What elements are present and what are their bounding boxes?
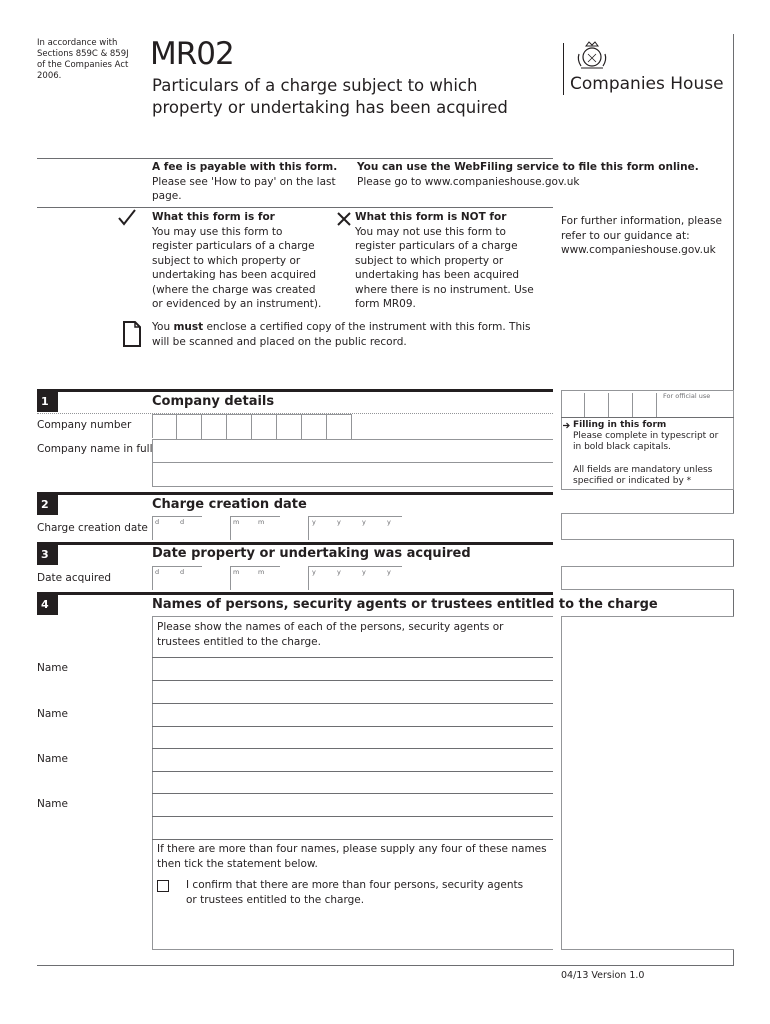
date-hint: d [180,568,185,576]
filling-block [573,420,728,453]
purpose-divider [37,207,553,208]
notice-emphasis: must [173,321,204,333]
section2-rule [37,492,553,495]
not-for-title: What this form is NOT for [355,211,507,223]
brand-name: Companies House [570,74,724,94]
name-field-divider [152,726,553,727]
charge-creation-date-label: Charge creation date [37,522,148,534]
section3-title: Date property or undertaking was acquired [152,546,471,561]
section2-title: Charge creation date [152,497,307,512]
official-use-divider [561,417,734,418]
notice-prefix: You [152,321,174,333]
name-field-divider [152,839,553,840]
not-for-body: You may not use this form to register particulars of a charge subject to which property or undertaking has been acquired where there is no instrument. Use form MR09. [355,225,534,310]
date-hint: m [258,568,265,576]
filling-body: Please complete in typescript or in bold black capitals. [573,431,719,452]
section4-number: 4 [37,595,58,615]
form-code: MR02 [150,36,234,72]
webfiling-title: You can use the WebFiling service to file this form online. [357,161,699,173]
company-name-label: Company name in full [37,443,153,455]
name-label: Name [37,753,68,765]
section4-rule [37,592,553,595]
official-use-cell [633,393,657,417]
section2-side-box [561,513,734,540]
tick-icon [117,208,137,226]
royal-crest-icon [575,40,609,72]
company-number-input[interactable] [152,414,352,438]
filling-title: Filling in this form [573,420,667,430]
date-hint: y [312,568,316,576]
arrow-right-icon [562,421,571,430]
date-hint: m [258,518,265,526]
company-number-cell[interactable] [303,415,327,439]
date-hint: d [155,568,160,576]
section4-instructions: Please show the names of each of the persons, security agents or trustees entitled to the charge. [157,621,504,648]
date-hint: y [387,518,391,526]
intro-divider [37,158,553,159]
date-hint: y [362,568,366,576]
official-use-cells [561,393,661,417]
official-use-cell [585,393,609,417]
section1-number: 1 [37,392,58,412]
fee-body: Please see 'How to pay' on the last page. [152,175,336,202]
confirm-label: I confirm that there are more than four persons, security agents or trustees entitled to the charge. [186,879,524,906]
company-number-cell[interactable] [278,415,302,439]
date-acquired-label: Date acquired [37,572,112,584]
company-name-input[interactable] [152,439,553,463]
section4-side-box [561,616,734,950]
company-number-label: Company number [37,419,132,431]
name-field-divider [152,771,553,772]
company-number-cell[interactable] [153,415,177,439]
what-for-block [152,210,322,312]
notice-suffix: enclose a certified copy of the instrument with this form. This will be scanned and placed on the public record. [152,321,531,348]
section4-title: Names of persons, security agents or trustees entitled to the charge [152,597,658,612]
name-label: Name [37,662,68,674]
what-for-title: What this form is for [152,211,275,223]
page-bottom-border [37,965,734,966]
document-icon [123,321,141,347]
official-use-cell [609,393,633,417]
date-hint: y [387,568,391,576]
webfiling-block [357,160,707,189]
company-number-cell[interactable] [178,415,202,439]
section1-title: Company details [152,394,275,409]
confirm-checkbox[interactable] [157,880,169,892]
charge-creation-date-input[interactable] [152,516,402,540]
section1-rule [37,389,553,392]
company-name-input-line2[interactable] [152,463,553,487]
guidance-block: For further information, please refer to our guidance at: www.companieshouse.gov.uk [561,215,722,256]
date-hint: m [233,518,240,526]
name-label: Name [37,798,68,810]
webfiling-body: Please go to www.companieshouse.gov.uk [357,175,580,188]
date-hint: d [180,518,185,526]
date-hint: y [337,568,341,576]
name-field-divider [152,680,553,681]
company-number-cell[interactable] [253,415,277,439]
date-day-box[interactable] [152,516,202,540]
form-title: Particulars of a charge subject to which property or undertaking has been acquired [152,76,508,117]
section3-rule [37,542,553,545]
company-number-cell[interactable] [328,415,352,439]
date-hint: y [312,518,316,526]
name-label: Name [37,708,68,720]
company-number-cell[interactable] [203,415,227,439]
fee-title: A fee is payable with this form. [152,161,338,173]
date-acquired-input[interactable] [152,566,402,590]
what-for-body: You may use this form to register particulars of a charge subject to which property or undertaking has been acquired (where the charge was created or evidenced by an instrument). [152,225,322,310]
name-field-divider [152,816,553,817]
section3-number: 3 [37,545,58,565]
date-hint: y [362,518,366,526]
date-hint: d [155,518,160,526]
version-label: 04/13 Version 1.0 [561,970,645,981]
section3-side-box [561,566,734,590]
brand-divider [563,43,564,95]
official-use-cell [561,393,585,417]
notice-text [152,320,547,349]
section2-number: 2 [37,495,58,515]
official-use-label: For official use [663,392,711,400]
legal-note: In accordance with Sections 859C & 859J of the Companies Act 2006. [37,38,129,81]
cross-icon [336,211,352,227]
date-hint: m [233,568,240,576]
mandatory-note: All fields are mandatory unless specified or indicated by * [573,465,713,486]
fee-block [152,160,342,204]
not-for-block [355,210,535,312]
date-day-box[interactable] [152,566,202,590]
more-names-note: If there are more than four names, please supply any four of these names then tick the statement below. [157,843,547,870]
company-number-cell[interactable] [228,415,252,439]
date-hint: y [337,518,341,526]
